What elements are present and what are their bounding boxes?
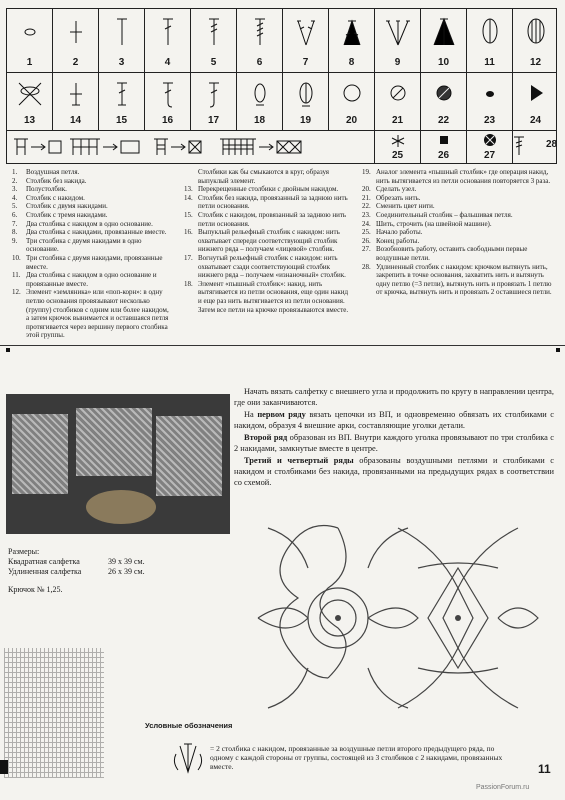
legend-text: Сменить цвет нити.: [376, 202, 435, 211]
legend-item: [12, 271, 172, 288]
legend-number: 11.: [12, 271, 21, 280]
symbol-table: [6, 8, 557, 164]
symbol-cell: 18: [237, 73, 283, 130]
legend-number: 22.: [362, 202, 371, 211]
legend-item: [362, 202, 552, 211]
plate-image: [86, 490, 156, 524]
symbol-cell: 9: [375, 9, 421, 72]
legend-number: [184, 168, 198, 185]
symbol-cell: 12: [513, 9, 558, 72]
legend-number: 2.: [12, 176, 18, 185]
convention-symbol: [168, 740, 208, 776]
page-marker: [0, 760, 8, 774]
legend-text: Столбик с накидом.: [26, 193, 85, 202]
symbol-cell: 20: [329, 73, 375, 130]
legend-text: Вогнутый рельефный столбик с накидом: нить охватывает сзади соответствующий столбик нижнего ряда – получаем «изнаночный» столбик.: [198, 253, 346, 280]
ornament: [556, 348, 560, 352]
legend-number: 26.: [362, 236, 371, 245]
legend-item: [12, 194, 172, 203]
legend-item: [362, 194, 552, 203]
symbol-cell: 17: [191, 73, 237, 130]
symbol-row-1: [7, 9, 556, 73]
symbol-cell: 15: [99, 73, 145, 130]
sizes-block: Размеры: Квадратная салфетка 39 x 39 см. Удлиненная салфетка 26 x 39 см.: [8, 547, 145, 576]
symbol-row-3: [7, 131, 556, 163]
legend-text: Столбики как бы смыкаются в круг, образуя выпуклый элемент.: [198, 168, 329, 185]
section-divider: [0, 345, 565, 346]
legend-text: Два столбика с накидами, провязанные вместе.: [26, 228, 167, 237]
legend-text: Выпуклый рельефный столбик с накидом: нить охватывает спереди соответствующий столбик нижнего ряда – получаем «лицевой» столбик.: [198, 228, 340, 254]
symbol-cell: 22: [421, 73, 467, 130]
legend-item: [362, 211, 552, 220]
legend-item: [12, 228, 172, 237]
legend-text: Полустолбик.: [26, 185, 67, 194]
legend-text: Соединительный столбик – фальшивая петля.: [376, 210, 513, 219]
legend-item: [362, 168, 552, 185]
legend-text: Столбик с двумя накидами.: [26, 202, 108, 211]
symbol-cell: 23: [467, 73, 513, 130]
symbol-cell: 25: [375, 131, 421, 163]
legend-item: [184, 254, 352, 280]
paragraph: Третий и четвертый ряды образованы воздушными петлями и столбиками с накидом и столбиками без накида, провязанными на предыдущих рядах в соответствии со схемой.: [234, 456, 554, 487]
symbol-cell: 16: [145, 73, 191, 130]
conventions-title: Условные обозначения: [145, 721, 233, 730]
symbol-cell: 21: [375, 73, 421, 130]
symbol-cell: 28: [513, 131, 558, 163]
legend-number: 6.: [12, 210, 18, 219]
symbol-cell: 26: [421, 131, 467, 163]
legend-number: 17.: [184, 253, 193, 262]
legend-item: [12, 202, 172, 211]
legend-number: 16.: [184, 228, 193, 237]
symbol-cell: 4: [145, 9, 191, 72]
legend-item: [12, 237, 172, 254]
legend-text: Перекрещенные столбики с двойным накидом.: [198, 185, 339, 194]
legend-number: 20.: [362, 185, 371, 194]
paragraph: Второй ряд образован из ВП. Внутри каждого уголка провязывают по три столбика с 2 накидами, замкнутые вместе в центре.: [234, 433, 554, 453]
legend-number: 21.: [362, 193, 371, 202]
symbol-cell: 27: [467, 131, 513, 163]
legend-text: Столбик без накида.: [26, 176, 87, 185]
legend-text: Три столбика с двумя накидами в одно основание.: [26, 236, 142, 254]
symbol-cell: 3: [99, 9, 145, 72]
legend-number: 15.: [184, 210, 193, 219]
legend-number: 23.: [362, 210, 371, 219]
legend-number: 19.: [362, 168, 371, 176]
legend-number: 5.: [12, 202, 18, 211]
legend-item: [184, 194, 352, 211]
legend-number: 1.: [12, 168, 18, 176]
legend-item: [12, 254, 172, 271]
legend-number: 12.: [12, 288, 21, 297]
legend-text: Сделать узел.: [376, 185, 417, 194]
legend-number: 14.: [184, 193, 193, 202]
legend-item: [362, 185, 552, 194]
legend-column-3: [362, 168, 552, 297]
legend-number: 8.: [12, 228, 18, 237]
symbol-cell: 2: [53, 9, 99, 72]
doily-image: [12, 414, 68, 494]
legend-item: [362, 220, 552, 229]
legend-text: Столбик с накидом, провязанный за заднюю нить петли основания.: [198, 210, 347, 228]
legend-item: [184, 280, 352, 314]
legend-number: 18.: [184, 279, 193, 288]
legend-text: Столбик без накида, провязанный за заднюю нить петли основания.: [198, 193, 348, 211]
legend-text: Шить, строчить (на швейной машине).: [376, 219, 492, 228]
legend-item: [12, 211, 172, 220]
paragraph: Начать вязать салфетку с внешнего угла и продолжить по кругу в направлении центра, где они заканчиваются.: [234, 387, 554, 407]
symbol-cell: 6: [237, 9, 283, 72]
legend-item: [184, 228, 352, 254]
symbol-cell: 5: [191, 9, 237, 72]
legend-text: Два столбика с накидом в одно основание.: [26, 219, 153, 228]
legend-text: Столбик с тремя накидами.: [26, 210, 108, 219]
legend-item: [362, 263, 552, 297]
symbol-row-2: [7, 73, 556, 131]
symbol-cell-combinations: [7, 131, 375, 163]
legend-text: Возобновить работу, оставить свободными первые воздушные петли.: [376, 245, 528, 262]
hook-size: Крючок № 1,25.: [8, 585, 63, 594]
legend-number: 28.: [362, 262, 371, 271]
legend-item: [362, 245, 552, 262]
legend-number: 9.: [12, 236, 18, 245]
legend-text: Конец работы.: [376, 236, 420, 245]
legend-number: 7.: [12, 219, 18, 228]
legend-item: [12, 185, 172, 194]
legend-number: 10.: [12, 253, 21, 262]
legend-text: Аналог элемента «пышный столбик» где операция накид, нить вытягивается из петли основания повторяется 3 раза.: [376, 168, 551, 185]
symbol-cell: 13: [7, 73, 53, 130]
legend-item: [12, 288, 172, 340]
legend-item: [362, 228, 552, 237]
product-photo: [6, 394, 230, 534]
legend-text: Обрезать нить.: [376, 193, 421, 202]
legend-number: 25.: [362, 228, 371, 237]
legend-number: 24.: [362, 219, 371, 228]
symbol-cell: 11: [467, 9, 513, 72]
symbol-cell: 19: [283, 73, 329, 130]
legend-text: Два столбика с накидом в одно основание и провязанные вместе.: [26, 271, 157, 288]
legend-text: Элемент «пышный столбик»: накид, нить вытягивается из петли основания, еще один накид и еще раз нить вытягивается из петли основания. Затем все петли на крючке провязываются вместе.: [198, 279, 349, 314]
legend-item: [184, 211, 352, 228]
instructions-text: [234, 386, 554, 489]
legend-number: 4.: [12, 193, 18, 202]
legend-text: Элемент «земляника» или «поп-корн»: в одну петлю основания провязывают несколько (группу) столбиков с одним или более накидом, а затем крючок вынимается и оставшаяся петля протягивается через вершину первого столбика этой группы.: [26, 288, 169, 340]
legend-item: [12, 168, 172, 177]
legend-text: Начало работы.: [376, 228, 423, 237]
legend-item: [184, 168, 352, 185]
legend-number: 27.: [362, 245, 371, 254]
legend-number: 13.: [184, 185, 193, 194]
conventions-text: = 2 столбика с накидом, провязанные за воздушные петли второго предыдущего ряда, по одному с каждой стороны от группы, состоящей из 3 столбиков с 2 накидами, провязанных вместе.: [210, 744, 503, 772]
legend-column-2: [184, 168, 352, 314]
legend-number: 3.: [12, 185, 18, 194]
legend-text: Удлиненный столбик с накидом: крючком вытянуть нить, закрепить в точке основания, захватить нить и вытянуть одну петлю (=3 петли), вытянуть нить и провязать 1 петлю от крючка, вытянуть нить и провязать 2 оставшиеся петли.: [376, 262, 552, 297]
symbol-cell: 14: [53, 73, 99, 130]
legend-item: [184, 185, 352, 194]
ornament: [6, 348, 10, 352]
watermark-site: PassionForum.ru: [476, 784, 530, 791]
page-number: 11: [538, 762, 551, 776]
crochet-chart-image: [4, 648, 104, 778]
legend-text: Воздушная петля.: [26, 168, 80, 176]
doily-image: [76, 408, 152, 476]
paragraph: На первом ряду вязать цепочки из ВП, и одновременно обвязать их столбиками с накидом, образуя 4 внешние арки, составляющие уголки детали.: [234, 410, 555, 430]
symbol-cell: 7: [283, 9, 329, 72]
symbol-cell: 24: [513, 73, 558, 130]
crochet-diagram: [248, 508, 548, 726]
symbol-cell: 10: [421, 9, 467, 72]
symbol-cell: 1: [7, 9, 53, 72]
doily-image: [156, 416, 222, 496]
legend-item: [362, 237, 552, 246]
legend-item: [12, 220, 172, 229]
symbol-cell: 8: [329, 9, 375, 72]
legend-item: [12, 177, 172, 186]
legend-column-1: [12, 168, 172, 340]
legend-text: Три столбика с двумя накидами, провязанные вместе.: [26, 253, 163, 271]
